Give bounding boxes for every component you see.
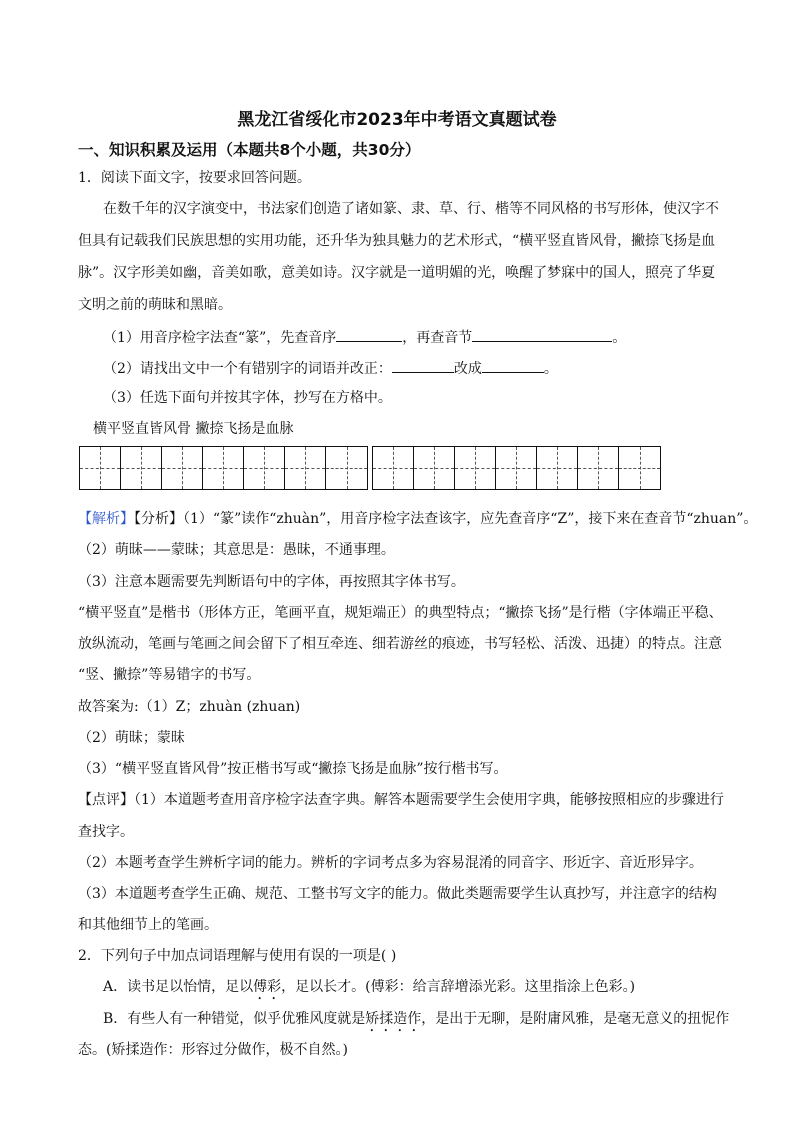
analysis-line: （3）注意本题需要先判断语句中的字体，再按照其字体书写。 — [78, 574, 465, 590]
grid-cell[interactable] — [373, 447, 414, 489]
grid-cell[interactable] — [455, 447, 496, 489]
sub-question-2-text: （2）请找出文中一个有错别字的词语并改正： — [103, 361, 392, 377]
answer-blank[interactable] — [336, 326, 402, 342]
passage-line: 脉”。汉字形美如幽，音美如歌，意美如诗。汉字就是一道明媚的光，唤醒了梦寐中的国人，照亮了华夏 — [78, 265, 716, 281]
sub-question-1 — [103, 326, 743, 348]
copy-text: 横平竖直皆风骨 撇捺飞扬是血脉 — [93, 421, 294, 437]
answer-blank[interactable] — [482, 357, 544, 373]
punctuation: 。 — [612, 330, 627, 346]
answer-blank[interactable] — [472, 326, 612, 342]
grid-cell[interactable] — [203, 447, 244, 489]
writing-grid-right[interactable] — [372, 446, 661, 490]
analysis-text: 【分析】（1）“篆”读作“zhuàn”，用音序检字法查该字，应先查音序“Z”，接下来在查音节“zhuan”。 — [134, 511, 758, 527]
grid-cell[interactable] — [285, 447, 326, 489]
analysis-tag: 【解析】 — [78, 511, 134, 527]
sub-question-1-text: （1）用音序检字法查“篆”，先查音序 — [103, 330, 337, 346]
analysis-line: “横平竖直”是楷书（形体方正，笔画平直，规矩端正）的典型特点；“撇捺飞扬”是行楷（字体端正平稳、 — [78, 605, 723, 621]
passage-line: 在数千年的汉字演变中，书法家们创造了诸如篆、隶、草、行、楷等不同风格的书写形体，使汉字不 — [103, 201, 719, 217]
punctuation: 。 — [543, 361, 558, 377]
option-a[interactable] — [103, 977, 743, 1003]
comment-line: 和其他细节上的笔画。 — [78, 917, 218, 933]
grid-cell[interactable] — [578, 447, 619, 489]
sub-question-1-text: ，再查音节 — [402, 330, 473, 346]
grid-cell[interactable] — [244, 447, 285, 489]
answer-blank[interactable] — [392, 357, 454, 373]
question-1-stem: 1．阅读下面文字，按要求回答问题。 — [78, 170, 311, 186]
comment-line: 查找字。 — [78, 824, 134, 840]
grid-cell[interactable] — [496, 447, 537, 489]
grid-cell[interactable] — [326, 447, 367, 489]
comment-line: （3）本道题考查学生正确、规范、工整书写文字的能力。做此类题需要学生认真抄写，并注意字的结构 — [78, 886, 717, 902]
answer-line: 故答案为:（1）Z；zhuàn (zhuan) — [78, 699, 301, 715]
option-b[interactable] — [103, 1009, 743, 1035]
option-a-text: A．读书足以怡情，足以 — [103, 979, 254, 995]
answer-line: （2）萌昧；蒙昧 — [78, 730, 185, 746]
option-b-text: ，是出于无聊，是附庸风雅，是毫无意义的扭怩作 — [421, 1011, 730, 1027]
grid-cell[interactable] — [80, 447, 121, 489]
passage-line: 但具有记载我们民族思想的实用功能，还升华为独具魅力的艺术形式，“横平竖直皆风骨，撇捺飞扬是血 — [78, 233, 716, 249]
analysis-line: 放纵流动，笔画与笔画之间会留下了相互牵连、细若游丝的痕迹，书写轻松、活泼、迅捷）的特点。注意 — [78, 636, 722, 652]
comment-line: 【点评】（1）本道题考查用音序检字法查字典。解答本题需要学生会使用字典，能够按照相应的步骤进行 — [78, 792, 724, 808]
option-b-text: B．有些人有一种错觉，似乎优雅风度就是 — [103, 1011, 366, 1027]
page-title: 黑龙江省绥化市2023年中考语文真题试卷 — [237, 110, 557, 130]
grid-cell[interactable] — [162, 447, 203, 489]
answer-line: （3）“横平竖直皆风骨”按正楷书写或“撇捺飞扬是血脉”按行楷书写。 — [78, 761, 508, 777]
dotted-word: 傅彩 — [253, 979, 282, 995]
grid-cell[interactable] — [619, 447, 660, 489]
analysis-line — [78, 509, 758, 529]
comment-line: （2）本题考查学生辨析字词的能力。辨析的字词考点多为容易混淆的同音字、形近字、音近形异字。 — [78, 855, 703, 871]
passage-line: 文明之前的萌昧和黑暗。 — [78, 297, 232, 313]
grid-cell[interactable] — [121, 447, 162, 489]
option-b-continued: 态。(矫揉造作：形容过分做作，极不自然。) — [78, 1042, 348, 1058]
dotted-word: 矫揉造作 — [365, 1011, 422, 1027]
grid-cell[interactable] — [414, 447, 455, 489]
sub-question-2-text: 改成 — [453, 361, 482, 377]
writing-grid-left[interactable] — [79, 446, 368, 490]
sub-question-3: （3）任选下面句并按其字体，抄写在方格中。 — [103, 390, 392, 406]
sub-question-2 — [103, 357, 743, 379]
question-2-stem: 2．下列句子中加点词语理解与使用有误的一项是( ) — [78, 948, 397, 964]
analysis-line: “竖、撇捺”等易错字的书写。 — [78, 667, 261, 683]
section-heading: 一、知识积累及运用（本题共8个小题，共30分） — [78, 141, 421, 159]
grid-cell[interactable] — [537, 447, 578, 489]
analysis-line: （2）萌昧——蒙昧；其意思是：愚昧，不通事理。 — [78, 542, 395, 558]
option-a-text: ，足以长才。(傅彩：给言辞增添光彩。这里指涂上色彩。) — [281, 979, 636, 995]
